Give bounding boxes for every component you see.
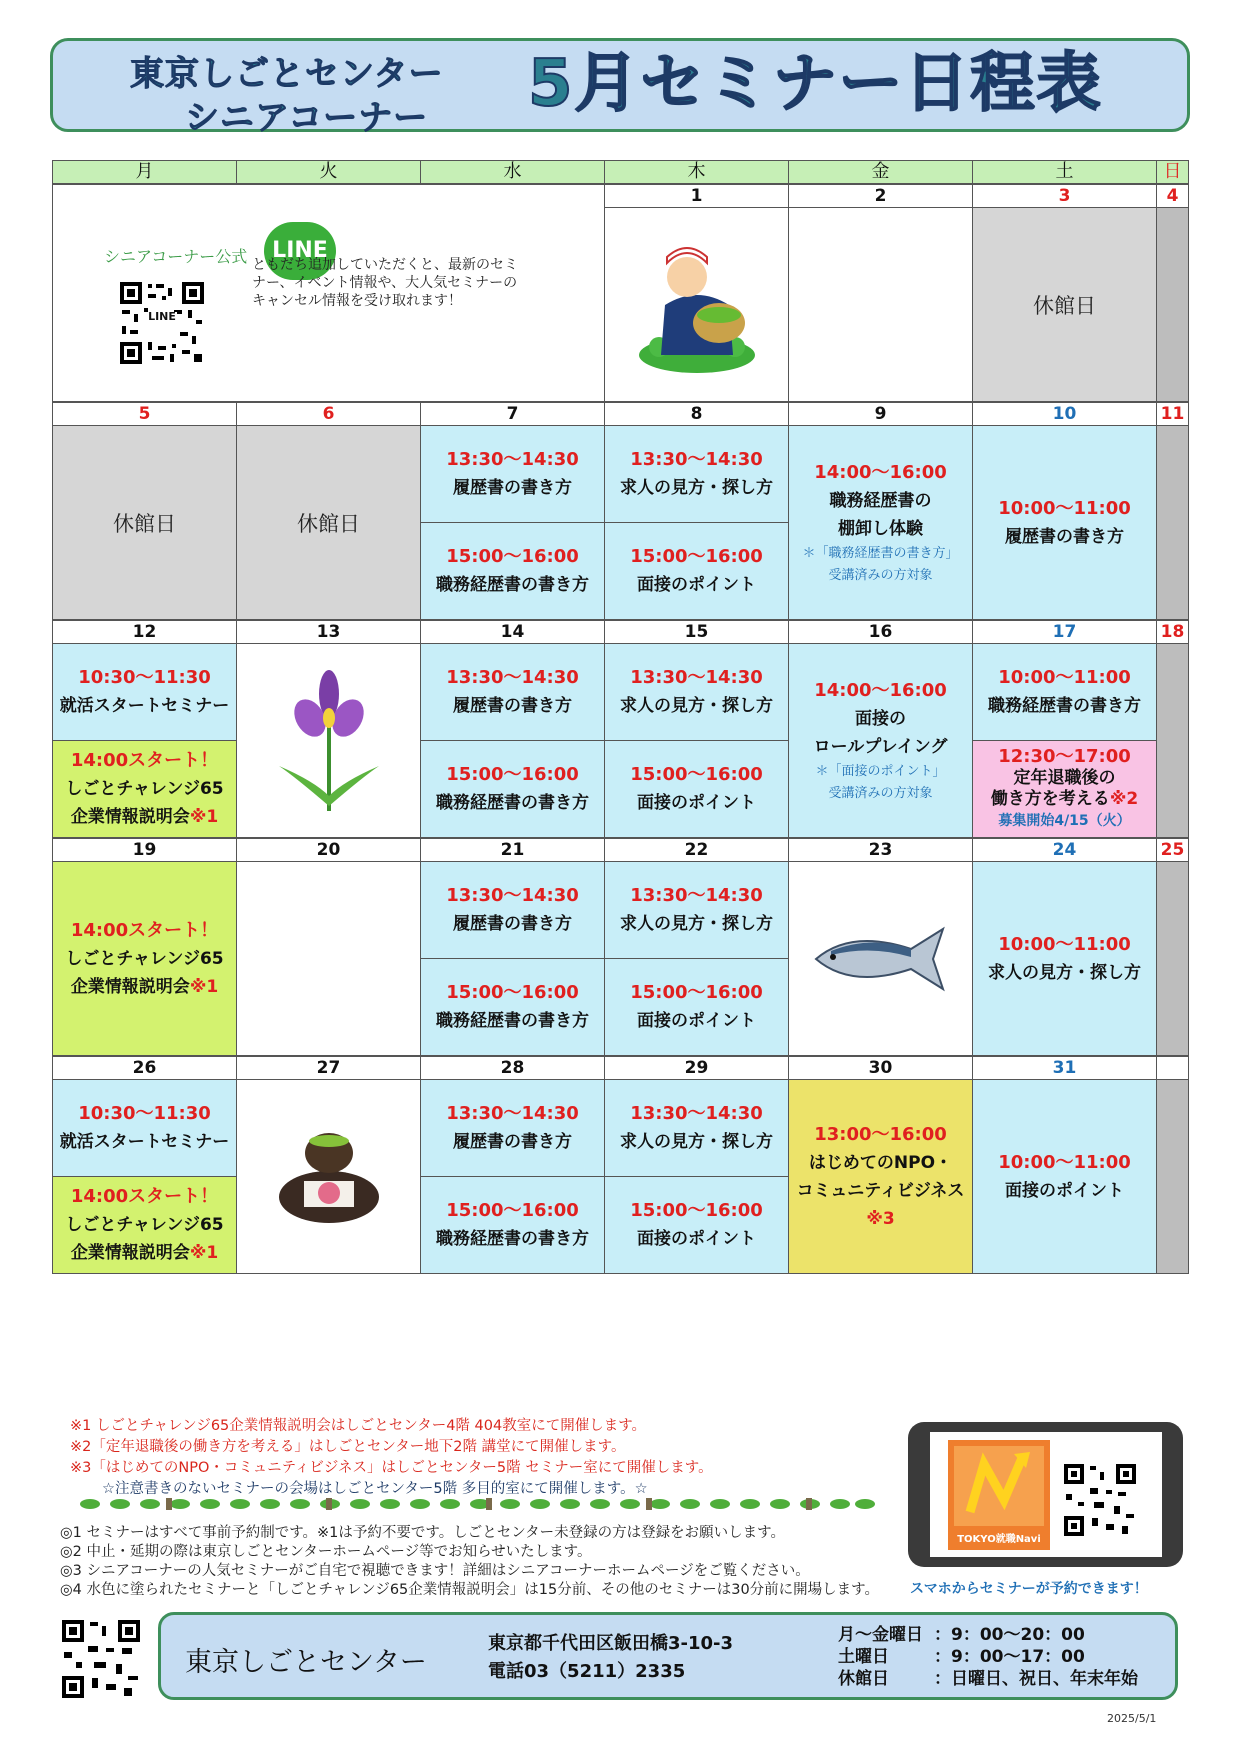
seminar-title: 職務経歴書の書き方: [436, 793, 589, 813]
challenge65-19[interactable]: [52, 861, 237, 1056]
seminar-time: 13:30〜14:30: [630, 1103, 763, 1124]
sunday-cell-4: [1156, 207, 1189, 402]
seminar-22-pm[interactable]: [604, 958, 789, 1056]
seminar-time: 13:30〜14:30: [630, 667, 763, 688]
iris-flower-illustration: [236, 643, 421, 838]
seminar-title: 面接のポイント: [637, 1011, 756, 1031]
weekday-sun: 日: [1156, 160, 1189, 184]
venue-note-1: ※1 しごとチャレンジ65企業情報説明会はしごとセンター4階 404教室にて開催します。: [70, 1418, 647, 1434]
info-note-1: ◎1 セミナーはすべて事前予約制です。※1は予約不要です。しごとセンター未登録の方は登録をお願いします。: [60, 1525, 786, 1541]
hours-label: 土曜日: [838, 1647, 889, 1667]
date-25: 25: [1156, 838, 1189, 862]
tea-picker-illustration: [604, 207, 789, 402]
weekday-fri: 金: [788, 160, 973, 184]
tokyo-navi-label: TOKYO就職Navi: [957, 1534, 1041, 1545]
date-27: 27: [236, 1056, 421, 1080]
seminar-title: 職務経歴書の書き方: [436, 1011, 589, 1031]
seminar-title: 履歴書の書き方: [453, 1132, 572, 1152]
seminar-15-pm[interactable]: [604, 740, 789, 838]
seminar-title: 求人の見方・探し方: [620, 1132, 773, 1152]
date-14: 14: [420, 620, 605, 644]
seminar-8-am[interactable]: [604, 425, 789, 523]
seminar-title: しごとチャレンジ65: [65, 779, 224, 799]
seminar-time: 13:30〜14:30: [630, 449, 763, 470]
seminar-time: 13:00〜16:00: [814, 1123, 947, 1145]
date-5: 5: [52, 402, 237, 426]
matcha-wagashi-illustration: [236, 1079, 421, 1274]
date-23: 23: [788, 838, 973, 862]
seminar-22-am[interactable]: [604, 861, 789, 959]
seminar-title: 面接のポイント: [637, 575, 756, 595]
weekday-wed: 水: [420, 160, 605, 184]
qr-line-label: LINE: [148, 310, 176, 323]
footer-qr-code-icon[interactable]: [60, 1618, 142, 1700]
seminar-15-am[interactable]: [604, 643, 789, 741]
seminar-8-pm[interactable]: [604, 522, 789, 620]
seminar-time: 10:00〜11:00: [998, 933, 1131, 955]
issue-date: 2025/5/1: [1107, 1712, 1157, 1725]
seminar-title: 履歴書の書き方: [453, 696, 572, 716]
venue-mark: ※2: [1109, 789, 1139, 809]
date-24: 24: [972, 838, 1157, 862]
seminar-time: 10:30〜11:30: [78, 667, 211, 688]
seminar-28-am[interactable]: [420, 1079, 605, 1177]
seminar-title: 職務経歴書の書き方: [436, 575, 589, 595]
seminar-29-pm[interactable]: [604, 1176, 789, 1274]
challenge65-26[interactable]: [52, 1176, 237, 1274]
seminar-title: 企業情報説明会: [70, 976, 190, 997]
seminar-title: 求人の見方・探し方: [620, 478, 773, 498]
date-29: 29: [604, 1056, 789, 1080]
date-21: 21: [420, 838, 605, 862]
closed-day-6: [236, 425, 421, 620]
empty-cell-2: [788, 207, 973, 402]
seminar-14-pm[interactable]: [420, 740, 605, 838]
closed-day-3: [972, 207, 1157, 402]
seminar-time: 13:30〜14:30: [630, 885, 763, 906]
date-19: 19: [52, 838, 237, 862]
date-8: 8: [604, 402, 789, 426]
seminar-title: 働き方を考える: [990, 789, 1110, 809]
hours-label: 月〜金曜日: [838, 1625, 923, 1645]
sunday-cell-11: [1156, 425, 1189, 620]
empty-cell-20: [236, 861, 421, 1056]
seminar-title: 就活スタートセミナー: [59, 696, 230, 716]
seminar-title: 職務経歴書の書き方: [988, 696, 1141, 716]
phone-number[interactable]: 電話03（5211）2335: [488, 1661, 686, 1682]
weekday-tue: 火: [236, 160, 421, 184]
seminar-note: 受講済みの方対象: [828, 785, 933, 801]
seminar-title: 面接のポイント: [637, 1229, 756, 1249]
info-note-3: ◎3 シニアコーナーの人気セミナーがご自宅で視聴できます！詳細はシニアコーナーホームページをご覧ください。: [60, 1563, 810, 1579]
seminar-time: 15:00〜16:00: [630, 1200, 763, 1221]
seminar-time: 14:00スタート！: [70, 1186, 219, 1207]
date-31: 31: [972, 1056, 1157, 1080]
venue-mark: ※3: [866, 1208, 895, 1229]
bonito-fish-illustration: [788, 861, 973, 1056]
date-18: 18: [1156, 620, 1189, 644]
seminar-time: 15:00〜16:00: [630, 764, 763, 785]
seminar-time: 12:30〜17:00: [998, 746, 1131, 767]
date-26: 26: [52, 1056, 237, 1080]
date-28: 28: [420, 1056, 605, 1080]
seminar-time: 15:00〜16:00: [630, 982, 763, 1003]
date-11: 11: [1156, 402, 1189, 426]
seminar-time: 10:30〜11:30: [78, 1103, 211, 1124]
line-qr-code-icon[interactable]: [118, 280, 206, 366]
seminar-title: 求人の見方・探し方: [620, 696, 773, 716]
seminar-14-am[interactable]: [420, 643, 605, 741]
date-17: 17: [972, 620, 1157, 644]
seminar-29-am[interactable]: [604, 1079, 789, 1177]
weekday-thu: 木: [604, 160, 789, 184]
seminar-time: 13:30〜14:30: [446, 667, 579, 688]
line-promo-text: ともだち追加していただくと、最新のセミナー、イベント情報や、大人気セミナーのキャンセル情報を受け取れます！: [252, 257, 518, 309]
date-9: 9: [788, 402, 973, 426]
seminar-title: 定年退職後の: [1013, 768, 1116, 788]
line-promo-label: シニアコーナー公式: [104, 247, 248, 266]
date-13: 13: [236, 620, 421, 644]
info-note-4: ◎4 水色に塗られたセミナーと「しごとチャレンジ65企業情報説明会」は15分前、その他のセミナーは30分前に開場します。: [60, 1582, 880, 1598]
seminar-7-pm[interactable]: [420, 522, 605, 620]
seminar-time: 10:00〜11:00: [998, 1151, 1131, 1173]
date-10: 10: [972, 402, 1157, 426]
hours-value: ：9：00〜17：00: [934, 1647, 1085, 1667]
date-12: 12: [52, 620, 237, 644]
seminar-title: はじめてのNPO・: [808, 1152, 953, 1173]
seminar-calendar: [52, 160, 1189, 1400]
app-reserve-text: スマホからセミナーが予約できます！: [910, 1581, 1148, 1597]
venue-note-default: ☆注意書きのないセミナーの会場はしごとセンター5階 多目的室にて開催します。☆: [102, 1481, 648, 1497]
seminar-title: しごとチャレンジ65: [65, 948, 224, 969]
closed-label: 休館日: [1033, 293, 1096, 318]
venue-note-2: ※2「定年退職後の働き方を考える」はしごとセンター地下2階 講堂にて開催します。: [70, 1439, 626, 1455]
venue-mark: ※1: [189, 1243, 219, 1263]
date-22: 22: [604, 838, 789, 862]
venue-note-3: ※3「はじめてのNPO・コミュニティビジネス」はしごとセンター5階 セミナー室にて開催します。: [70, 1460, 713, 1476]
seminar-title: コミュニティビジネス: [796, 1180, 965, 1201]
seminar-title: 履歴書の書き方: [453, 478, 572, 498]
seminar-time: 14:00スタート！: [70, 919, 219, 941]
seminar-31[interactable]: [972, 1079, 1157, 1274]
address: 東京都千代田区飯田橋3-10-3: [488, 1633, 734, 1654]
seminar-title: 求人の見方・探し方: [620, 914, 773, 934]
seminar-title: 職務経歴書の: [829, 490, 932, 511]
hours-value: ：日曜日、祝日、年末年始: [934, 1669, 1138, 1689]
seminar-title: 職務経歴書の書き方: [436, 1229, 589, 1249]
venue-mark: ※1: [189, 976, 219, 997]
date-4: 4: [1156, 184, 1189, 208]
seminar-time: 14:00スタート！: [70, 750, 219, 771]
seminar-time: 14:00〜16:00: [814, 461, 947, 483]
seminar-time: 15:00〜16:00: [446, 546, 579, 567]
seminar-title: 履歴書の書き方: [453, 914, 572, 934]
seminar-16[interactable]: [788, 643, 973, 838]
org-title: 東京しごとセンター: [130, 54, 444, 94]
sunday-cell-18: [1156, 643, 1189, 838]
seminar-28-pm[interactable]: [420, 1176, 605, 1274]
date-3: 3: [972, 184, 1157, 208]
seminar-time: 13:30〜14:30: [446, 449, 579, 470]
seminar-title: 面接の: [855, 708, 906, 729]
date-30: 30: [788, 1056, 973, 1080]
seminar-note: 受講済みの方対象: [828, 567, 933, 583]
date-16: 16: [788, 620, 973, 644]
seminar-17-pm[interactable]: [972, 740, 1157, 838]
closed-label: 休館日: [297, 511, 360, 536]
seminar-time: 13:30〜14:30: [446, 1103, 579, 1124]
seminar-note: ＊「面接のポイント」: [815, 763, 946, 779]
date-6: 6: [236, 402, 421, 426]
venue-mark: ※1: [189, 807, 219, 827]
org-subtitle: シニアコーナー: [185, 98, 429, 138]
seminar-time: 15:00〜16:00: [630, 546, 763, 567]
seminar-time: 15:00〜16:00: [446, 764, 579, 785]
seminar-title: 企業情報説明会: [70, 1243, 190, 1263]
seminar-note: ＊「職務経歴書の書き方」: [802, 545, 959, 561]
seminar-26-am[interactable]: [52, 1079, 237, 1177]
sunday-cell-25: [1156, 861, 1189, 1056]
date-15: 15: [604, 620, 789, 644]
seminar-9[interactable]: [788, 425, 973, 620]
registration-start: 募集開始4/15（火）: [998, 813, 1131, 829]
seminar-21-am[interactable]: [420, 861, 605, 959]
app-qr-code-icon[interactable]: [1062, 1462, 1138, 1538]
sunday-cell-blank: [1156, 1079, 1189, 1274]
date-7: 7: [420, 402, 605, 426]
seminar-title: 面接のポイント: [637, 793, 756, 813]
seminar-24[interactable]: [972, 861, 1157, 1056]
challenge65-12[interactable]: [52, 740, 237, 838]
page-title: 5月セミナー日程表: [528, 47, 1103, 121]
tea-leaf-divider: [80, 1495, 875, 1513]
hours-label: 休館日: [838, 1669, 889, 1689]
seminar-7-am[interactable]: [420, 425, 605, 523]
footer-org-name: 東京しごとセンター: [185, 1647, 427, 1678]
date-blank: [1156, 1056, 1189, 1080]
line-logo-icon: LINE: [264, 222, 336, 280]
seminar-time: 10:00〜11:00: [998, 667, 1131, 688]
date-2: 2: [788, 184, 973, 208]
footer-address: [488, 1630, 788, 1686]
seminar-title: ロールプレイング: [813, 736, 948, 757]
closed-day-5: [52, 425, 237, 620]
seminar-time: 15:00〜16:00: [446, 982, 579, 1003]
seminar-title: 面接のポイント: [1005, 1180, 1124, 1201]
date-1: 1: [604, 184, 789, 208]
date-20: 20: [236, 838, 421, 862]
footer-hours: [838, 1624, 1168, 1690]
weekday-sat: 土: [972, 160, 1157, 184]
seminar-17-am[interactable]: [972, 643, 1157, 741]
seminar-title: 履歴書の書き方: [1005, 526, 1124, 547]
seminar-10[interactable]: [972, 425, 1157, 620]
seminar-title: 棚卸し体験: [838, 518, 923, 539]
seminar-30[interactable]: [788, 1079, 973, 1274]
seminar-title: 求人の見方・探し方: [988, 962, 1141, 983]
seminar-title: 企業情報説明会: [70, 807, 190, 827]
seminar-time: 15:00〜16:00: [446, 1200, 579, 1221]
hours-value: ：9：00〜20：00: [934, 1625, 1085, 1645]
info-note-2: ◎2 中止・延期の際は東京しごとセンターホームページ等でお知らせいたします。: [60, 1544, 592, 1560]
closed-label: 休館日: [113, 511, 176, 536]
seminar-time: 13:30〜14:30: [446, 885, 579, 906]
seminar-title: 就活スタートセミナー: [59, 1132, 230, 1152]
seminar-21-pm[interactable]: [420, 958, 605, 1056]
seminar-time: 14:00〜16:00: [814, 679, 947, 701]
weekday-mon: 月: [52, 160, 237, 184]
seminar-title: しごとチャレンジ65: [65, 1215, 224, 1235]
seminar-time: 10:00〜11:00: [998, 497, 1131, 519]
seminar-12-am[interactable]: [52, 643, 237, 741]
